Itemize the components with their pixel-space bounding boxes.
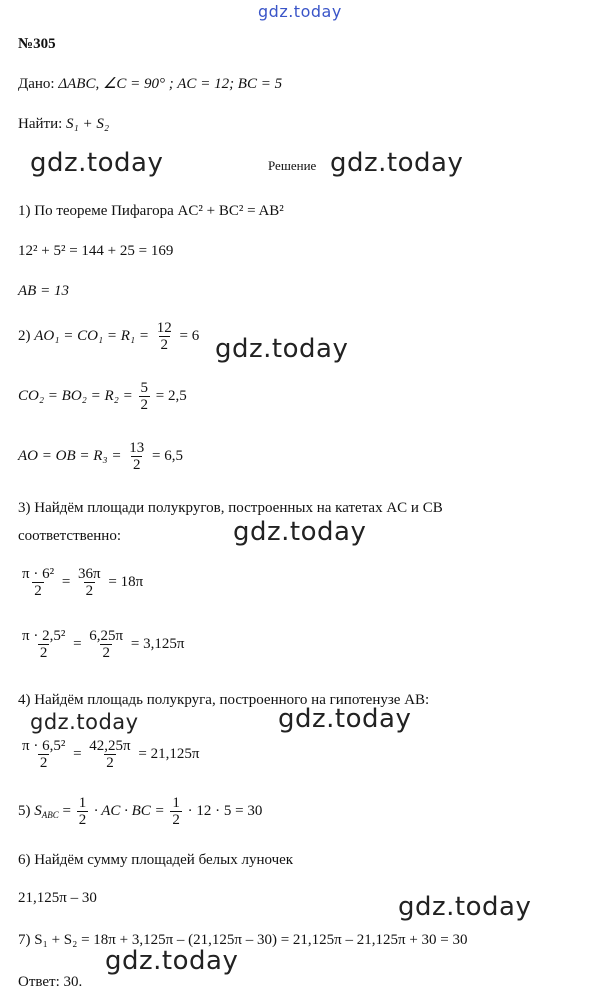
step3-formula1 [18, 566, 143, 599]
step5-lead: 5) [18, 802, 31, 819]
answer: Ответ: 30. [18, 974, 83, 990]
fraction [20, 566, 56, 599]
fraction-denominator: 2 [39, 755, 48, 771]
step2-line1-rhs: = 6 [179, 327, 200, 344]
step1-result: AB = 13 [18, 283, 69, 299]
step6-calc: 21,125π – 30 [18, 890, 97, 906]
step5-lhs: $S_{ABC}$ [34, 802, 59, 820]
step4-formula [18, 738, 199, 771]
watermark: gdz.today [233, 517, 367, 547]
equals-sign: = [61, 573, 71, 590]
step3-text1: 3) Найдём площади полукругов, построенных на катетах AC и CB [18, 500, 443, 516]
solution-label: Решение [268, 158, 317, 173]
fraction [127, 440, 146, 473]
step4-text: 4) Найдём площадь полукруга, построенного на гипотенузе AB: [18, 692, 430, 708]
fraction [87, 738, 132, 771]
fraction-numerator: 42,25π [89, 738, 131, 754]
watermark: gdz.today [30, 148, 164, 178]
fraction-denominator: 2 [106, 755, 114, 771]
step2-line2 [18, 380, 187, 413]
fraction-denominator: 2 [78, 812, 87, 828]
fraction-numerator: 6,25π [89, 628, 124, 644]
equals-sign: = [73, 745, 82, 762]
fraction-numerator: 1 [172, 795, 180, 811]
step2-line3 [18, 440, 183, 473]
fraction [170, 795, 182, 828]
fraction-numerator: π · 6,5² [22, 738, 66, 754]
fraction-denominator: 2 [39, 645, 48, 661]
fraction [20, 628, 67, 661]
step7-text: 7) S₁ + S₂ = 18π + 3,125π – (21,125π – 30) = 21,125π – 21,125π + 30 = 30 [18, 932, 468, 948]
fraction-denominator: 2 [85, 583, 94, 599]
step5-rhs: · 12 · 5 = 30 [187, 802, 263, 819]
fraction-denominator: 2 [34, 583, 42, 599]
fraction [139, 380, 151, 413]
watermark: gdz.today [330, 148, 464, 178]
step5-mid: · AC · BC = [93, 802, 165, 819]
fraction-denominator: 2 [140, 397, 149, 413]
find-line [18, 116, 109, 133]
fraction-numerator: 36π [78, 566, 101, 582]
fraction [77, 795, 89, 828]
step2-line1 [18, 320, 199, 353]
fraction-numerator: π · 6² [22, 566, 55, 582]
given-text: ΔABC, ∠C = 90° ; AC = 12; BC = 5 [58, 76, 283, 92]
fraction-denominator: 2 [102, 645, 110, 661]
step4-formula-rhs: = 21,125π [138, 745, 200, 762]
step2-lead: 2) [18, 327, 31, 344]
watermark: gdz.today [215, 334, 349, 364]
step3-formula1-rhs: = 18π [108, 573, 144, 590]
fraction-numerator: 5 [140, 380, 149, 396]
watermark: gdz.today [30, 710, 139, 734]
step5-formula [18, 795, 262, 828]
given-label: Дано: [18, 76, 55, 92]
fraction-numerator: 12 [156, 320, 172, 336]
watermark-top: gdz.today [258, 2, 342, 21]
step2-line2-lhs: CO₂ = BO₂ = R₂ = [18, 387, 133, 404]
fraction-numerator: 1 [78, 795, 87, 811]
step2-line2-rhs: = 2,5 [155, 387, 187, 404]
fraction-denominator: 2 [172, 812, 180, 828]
watermark: gdz.today [278, 704, 412, 734]
problem-number: №305 [18, 36, 56, 52]
step1-calc: 12² + 5² = 144 + 25 = 169 [18, 243, 174, 259]
fraction-denominator: 2 [132, 457, 141, 473]
fraction [87, 628, 125, 661]
fraction-numerator: 13 [129, 440, 145, 456]
find-label: Найти: [18, 116, 63, 132]
equals-sign: = [73, 635, 82, 652]
step2-line3-rhs: = 6,5 [151, 447, 183, 464]
fraction [20, 738, 67, 771]
step2-line1-lhs: AO₁ = CO₁ = R₁ = [34, 327, 150, 344]
step2-line3-lhs: AO = OB = R₃ = [18, 447, 122, 464]
given-line [18, 74, 282, 93]
step1-text: 1) По теореме Пифагора AC² + BC² = AB² [18, 203, 284, 219]
fraction-numerator: π · 2,5² [22, 628, 66, 644]
equals-sign: = [62, 802, 71, 819]
find-text: S₁ + S₂ [66, 116, 110, 132]
watermark: gdz.today [105, 946, 239, 976]
watermark: gdz.today [398, 892, 532, 922]
step6-text: 6) Найдём сумму площадей белых луночек [18, 852, 294, 868]
fraction [76, 566, 103, 599]
step3-formula2 [18, 628, 184, 661]
fraction [155, 320, 174, 353]
fraction-denominator: 2 [160, 337, 169, 353]
step3-formula2-rhs: = 3,125π [130, 635, 185, 652]
step3-text2: соответственно: [18, 528, 121, 544]
